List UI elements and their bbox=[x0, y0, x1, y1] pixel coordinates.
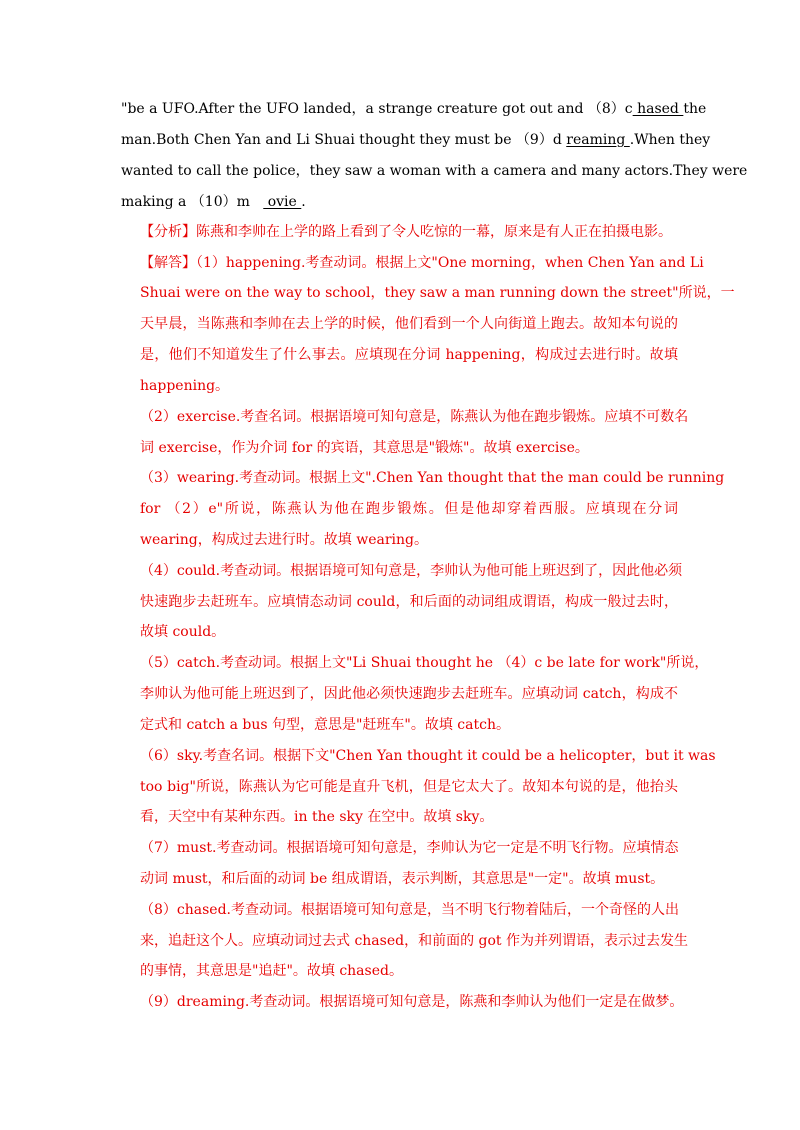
answer-line-1 bbox=[140, 253, 704, 273]
answer-text: （1）happening.考查动词。根据上文"One morning，when Chen Yan and Li bbox=[196, 255, 704, 271]
passage-text: . bbox=[301, 194, 306, 210]
answer-line-22: （8）chased.考查动词。根据语境可知句意是，当不明飞行物着陆后，一个奇怪的人出 bbox=[140, 902, 679, 918]
answer-line-9: for （2）e"所说，陈燕认为他在跑步锻炼。但是他却穿着西服。应填现在分词 bbox=[140, 501, 678, 517]
answer-blank-8: hased bbox=[632, 101, 684, 117]
analysis-line bbox=[140, 222, 678, 242]
answer-line-24: 的事情，其意思是"追赶"。故填 chased。 bbox=[140, 963, 403, 979]
answer-line-3: 天早晨，当陈燕和李帅在去上学的时候，他们看到一个人向街道上跑去。故知本句说的 bbox=[140, 316, 678, 332]
answer-line-25: （9）dreaming.考查动词。根据语境可知句意是，陈燕和李帅认为他们一定是在做梦。 bbox=[140, 994, 684, 1010]
passage-line-2 bbox=[121, 130, 711, 150]
answer-line-13: 故填 could。 bbox=[140, 624, 226, 640]
answer-line-2: Shuai were on the way to school，they saw a man running down the street"所说，一 bbox=[140, 285, 735, 301]
analysis-label: 【分析】 bbox=[140, 224, 196, 240]
answer-line-15: 李帅认为他可能上班迟到了，因此他必须快速跑步去赶班车。应填动词 catch，构成不 bbox=[140, 686, 678, 702]
answer-line-19: 看，天空中有某种东西。in the sky 在空中。故填 sky。 bbox=[140, 809, 494, 825]
answer-blank-10: ovie bbox=[263, 194, 302, 210]
answer-line-17: （6）sky.考查名词。根据下文"Chen Yan thought it could be a helicopter，but it was bbox=[140, 748, 716, 764]
passage-line-3: wanted to call the police，they saw a woman with a camera and many actors.They were bbox=[121, 163, 748, 179]
answer-line-5: happening。 bbox=[140, 378, 230, 394]
answer-blank-9: reaming bbox=[566, 132, 630, 148]
answer-label: 【解答】 bbox=[140, 255, 196, 271]
passage-text: "be a UFO.After the UFO landed，a strange creature got out and （8）c bbox=[121, 101, 633, 117]
answer-line-4: 是，他们不知道发生了什么事去。应填现在分词 happening，构成过去进行时。故填 bbox=[140, 347, 678, 363]
passage-text: making a （10）m bbox=[121, 194, 250, 210]
answer-line-16: 定式和 catch a bus 句型，意思是"赶班车"。故填 catch。 bbox=[140, 717, 510, 733]
passage-text: .When they bbox=[629, 132, 711, 148]
answer-line-7: 词 exercise，作为介词 for 的宾语，其意思是"锻炼"。故填 exercise。 bbox=[140, 440, 589, 456]
answer-line-12: 快速跑步去赶班车。应填情态动词 could，和后面的动词组成谓语，构成一般过去时， bbox=[140, 594, 678, 610]
answer-line-20: （7）must.考查动词。根据语境可知句意是，李帅认为它一定是不明飞行物。应填情态 bbox=[140, 840, 679, 856]
passage-line-1 bbox=[121, 99, 707, 119]
answer-line-11: （4）could.考查动词。根据语境可知句意是，李帅认为他可能上班迟到了，因此他必须 bbox=[140, 563, 683, 579]
answer-line-10: wearing，构成过去进行时。故填 wearing。 bbox=[140, 532, 428, 548]
answer-line-23: 来，追赶这个人。应填动词过去式 chased，和前面的 got 作为并列谓语，表示过去发生 bbox=[140, 933, 689, 949]
answer-line-14: （5）catch.考查动词。根据上文"Li Shuai thought he （4）c be late for work"所说， bbox=[140, 655, 709, 671]
passage-line-4 bbox=[121, 192, 678, 212]
analysis-text: 陈燕和李帅在上学的路上看到了令人吃惊的一幕，原来是有人正在拍摄电影。 bbox=[196, 224, 672, 240]
answer-line-18: too big"所说，陈燕认为它可能是直升飞机，但是它太大了。故知本句说的是，他抬头 bbox=[140, 779, 678, 795]
answer-line-8: （3）wearing.考查动词。根据上文".Chen Yan thought that the man could be running bbox=[140, 470, 725, 486]
answer-line-6: （2）exercise.考查名词。根据语境可知句意是，陈燕认为他在跑步锻炼。应填不可数名 bbox=[140, 409, 689, 425]
passage-text: man.Both Chen Yan and Li Shuai thought they must be （9）d bbox=[121, 132, 562, 148]
passage-text: the bbox=[683, 101, 707, 117]
answer-line-21: 动词 must，和后面的动词 be 组成谓语，表示判断，其意思是"一定"。故填 must。 bbox=[140, 871, 665, 887]
